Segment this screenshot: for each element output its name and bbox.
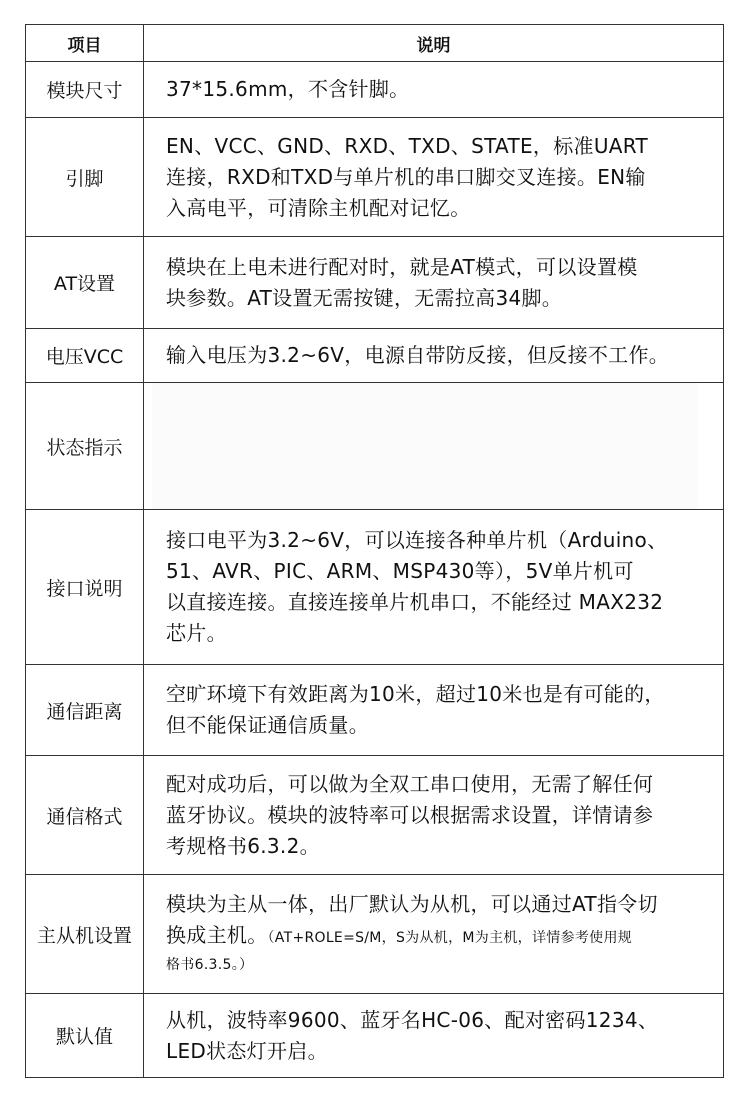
row-description [144, 62, 724, 118]
header-item: 项目 [26, 25, 144, 62]
row-label: 通信格式 [26, 756, 144, 875]
row-description [144, 510, 724, 665]
row-description [144, 665, 724, 756]
description-line: 蓝牙协议。模块的波特率可以根据需求设置，详情请参 [166, 802, 654, 827]
description-main-text: 换成主机。 [166, 923, 268, 947]
description-line: LED状态灯开启。 [166, 1038, 328, 1063]
description-line: 输入电压为3.2~6V，电源自带防反接，但反接不工作。 [166, 343, 670, 367]
row-description [144, 383, 724, 510]
row-description [144, 875, 724, 994]
description-line: EN、VCC、GND、RXD、TXD、STATE，标准UART [166, 133, 649, 158]
description-line: 空旷环境下有效距离为10米，超过10米也是有可能的， [166, 682, 665, 706]
description-line: 从机，波特率9600、蓝牙名HC-06、配对密码1234、 [166, 1007, 659, 1032]
description-line [166, 920, 723, 952]
description-line: 接口电平为3.2~6V，可以连接各种单片机（Arduino、 [166, 528, 668, 552]
row-label: 接口说明 [26, 510, 144, 665]
description-line: 以直接连接。直接连接单片机串口，不能经过 MAX232 [166, 590, 664, 614]
table-row [26, 118, 724, 237]
description-line: 考规格书6.3.2。 [166, 833, 320, 858]
table-row [26, 383, 724, 510]
row-label: 通信距离 [26, 665, 144, 756]
description-line: 入高电平，可清除主机配对记忆。 [166, 195, 471, 220]
description-line: 配对成功后，可以做为全双工串口使用，无需了解任何 [166, 771, 654, 796]
row-label: 默认值 [26, 994, 144, 1078]
description-note: 格书6.3.5。） [166, 957, 254, 973]
description-line: 模块为主从一体，出厂默认为从机，可以通过AT指令切 [166, 892, 658, 916]
spec-table [25, 24, 724, 1078]
row-label: 电压VCC [26, 329, 144, 383]
table-row [26, 994, 724, 1078]
description-line: 模块在上电未进行配对时，就是AT模式，可以设置模 [166, 254, 638, 279]
table-row [26, 665, 724, 756]
row-description [144, 237, 724, 329]
row-description [144, 994, 724, 1078]
table-row [26, 62, 724, 118]
description-line: 块参数。AT设置无需按键，无需拉高34脚。 [166, 285, 563, 310]
table-row [26, 329, 724, 383]
description-line: 51、AVR、PIC、ARM、MSP430等），5V单片机可 [166, 559, 634, 583]
description-note: （AT+ROLE=S/M，S为从机，M为主机，详情参考使用规 [267, 930, 633, 946]
row-description [144, 329, 724, 383]
description-line: 芯片。 [166, 621, 227, 645]
table-row [26, 756, 724, 875]
row-label: 主从机设置 [26, 875, 144, 994]
status-indicator-blank [152, 383, 698, 509]
row-label: 模块尺寸 [26, 62, 144, 118]
table-row [26, 875, 724, 994]
table-header-row [26, 25, 724, 62]
row-label: AT设置 [26, 237, 144, 329]
description-line: 但不能保证通信质量。 [166, 713, 369, 737]
description-line: 37*15.6mm，不含针脚。 [166, 77, 410, 101]
row-description [144, 756, 724, 875]
row-label: 引脚 [26, 118, 144, 237]
table-row [26, 237, 724, 329]
row-description [144, 118, 724, 237]
description-line: 连接，RXD和TXD与单片机的串口脚交叉连接。EN输 [166, 164, 646, 189]
table-row [26, 510, 724, 665]
header-description: 说明 [144, 25, 724, 62]
row-label: 状态指示 [26, 383, 144, 510]
